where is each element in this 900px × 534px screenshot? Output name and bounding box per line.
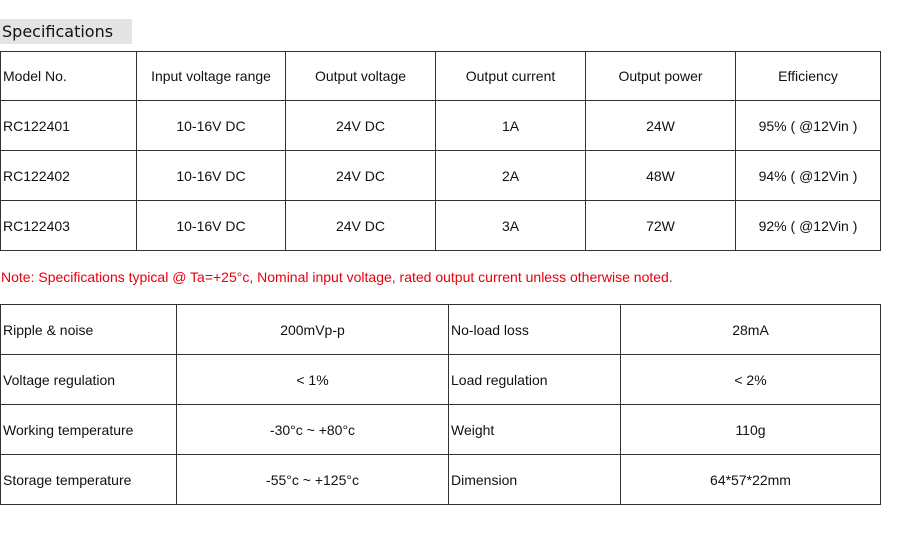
input-voltage-cell: 10-16V DC	[137, 151, 286, 201]
section-title: Specifications	[0, 19, 132, 44]
spec-table-header-row	[1, 52, 881, 101]
model-cell: RC122403	[1, 201, 137, 251]
output-voltage-cell: 24V DC	[286, 201, 436, 251]
output-current-cell: 3A	[436, 201, 586, 251]
efficiency-cell: 92% ( @12Vin )	[736, 201, 881, 251]
detail-label-cell: Dimension	[449, 455, 621, 505]
table-row	[1, 405, 881, 455]
table-row	[1, 151, 881, 201]
output-current-cell: 2A	[436, 151, 586, 201]
detail-label-cell: Weight	[449, 405, 621, 455]
spec-table	[0, 51, 881, 251]
header-output-voltage: Output voltage	[286, 52, 436, 101]
table-row	[1, 455, 881, 505]
output-current-cell: 1A	[436, 101, 586, 151]
header-model-no: Model No.	[1, 52, 137, 101]
detail-value-cell: < 1%	[177, 355, 449, 405]
header-input-voltage-range: Input voltage range	[137, 52, 286, 101]
output-voltage-cell: 24V DC	[286, 101, 436, 151]
note-text: Note: Specifications typical @ Ta=+25°c, Nominal input voltage, rated output current unless otherwise noted.	[1, 269, 673, 285]
output-power-cell: 24W	[586, 101, 736, 151]
detail-value-cell: < 2%	[621, 355, 881, 405]
detail-value-cell: -30°c ~ +80°c	[177, 405, 449, 455]
output-power-cell: 48W	[586, 151, 736, 201]
efficiency-cell: 94% ( @12Vin )	[736, 151, 881, 201]
header-output-power: Output power	[586, 52, 736, 101]
detail-value-cell: -55°c ~ +125°c	[177, 455, 449, 505]
detail-value-cell: 64*57*22mm	[621, 455, 881, 505]
model-cell: RC122402	[1, 151, 137, 201]
output-voltage-cell: 24V DC	[286, 151, 436, 201]
detail-label-cell: Load regulation	[449, 355, 621, 405]
model-cell: RC122401	[1, 101, 137, 151]
detail-label-cell: Storage temperature	[1, 455, 177, 505]
table-row	[1, 305, 881, 355]
header-efficiency: Efficiency	[736, 52, 881, 101]
efficiency-cell: 95% ( @12Vin )	[736, 101, 881, 151]
input-voltage-cell: 10-16V DC	[137, 201, 286, 251]
table-row	[1, 201, 881, 251]
detail-label-cell: Ripple & noise	[1, 305, 177, 355]
header-output-current: Output current	[436, 52, 586, 101]
output-power-cell: 72W	[586, 201, 736, 251]
detail-value-cell: 200mVp-p	[177, 305, 449, 355]
detail-label-cell: Working temperature	[1, 405, 177, 455]
detail-label-cell: Voltage regulation	[1, 355, 177, 405]
detail-value-cell: 28mA	[621, 305, 881, 355]
detail-value-cell: 110g	[621, 405, 881, 455]
table-row	[1, 355, 881, 405]
detail-label-cell: No-load loss	[449, 305, 621, 355]
table-row	[1, 101, 881, 151]
detail-table	[0, 304, 881, 505]
input-voltage-cell: 10-16V DC	[137, 101, 286, 151]
